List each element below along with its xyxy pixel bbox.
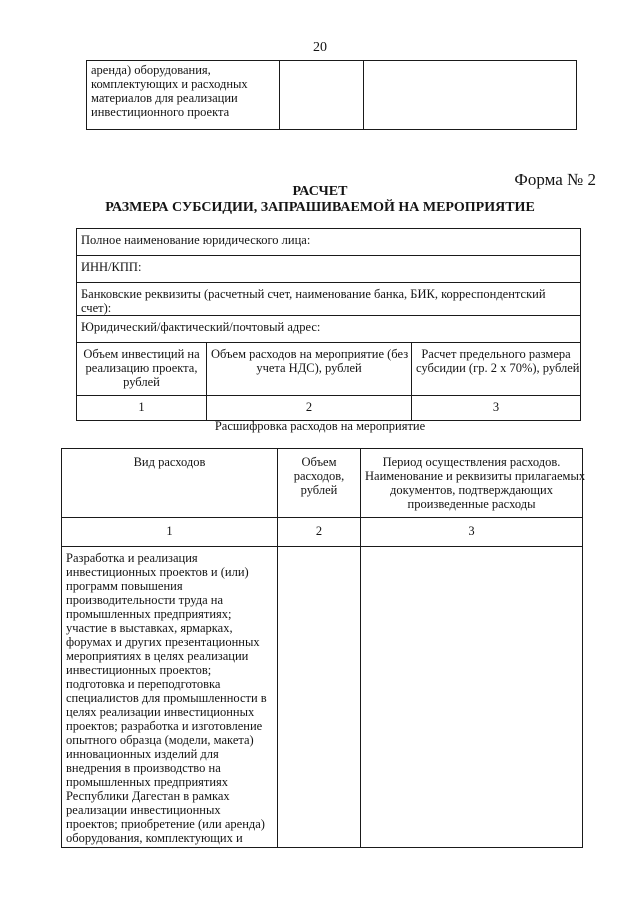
continuation-cell-3 [364,61,577,130]
text-line: аренда) оборудования, [91,63,211,77]
text-line: Объем расходов на мероприятие (без [211,347,409,361]
text-line: Республики Дагестан в рамках [66,789,230,803]
column-number: 1 [62,518,278,547]
column-header [62,449,278,518]
text-line: опытного образца (модели, макета) [66,733,254,747]
table-row [77,316,581,343]
text-line: специалистов для промышленности в [66,691,267,705]
continuation-cell-1 [87,61,280,130]
text-line: участие в выставках, ярмарках, [66,621,233,635]
expense-type-cell [62,547,278,848]
text-line: произведенные расходы [407,497,536,511]
column-header [207,343,412,396]
text-line: реализацию проекта, [85,361,198,375]
text-line: реализации инвестиционных [66,803,221,817]
column-number: 2 [278,518,361,547]
text-line: инвестиционного проекта [91,105,230,119]
table-row [77,256,581,283]
text-line: мероприятиях в целях реализации [66,649,249,663]
text-line: производительности труда на [66,593,224,607]
text-line: внедрения в производство на [66,761,221,775]
bank-details-field: Банковские реквизиты (расчетный счет, наименование банка, БИК, корреспондентский счет): [77,283,581,316]
text-line: Период осуществления расходов. [382,455,561,469]
text-line: подготовка и переподготовка [66,677,221,691]
form-number: Форма № 2 [514,170,596,189]
text-line: инвестиционных проектов и (или) [66,565,249,579]
legal-name-field: Полное наименование юридического лица: [77,229,581,256]
text-line: промышленных предприятиях [66,775,229,789]
text-line: инновационных изделий для [66,747,219,761]
form-title: РАСЧЕТ [292,184,348,199]
text-line: материалов для реализации [91,91,238,105]
table-row [62,547,583,848]
text-line: целях реализации инвестиционных [66,705,255,719]
column-number: 1 [77,396,207,421]
table-row [77,283,581,316]
table-row [87,61,577,130]
column-number: 2 [207,396,412,421]
table-row [77,229,581,256]
page-number: 20 [313,40,327,55]
text-line: расходов, [293,469,345,483]
expense-documents-cell [361,547,583,848]
expense-breakdown-table [61,448,586,848]
column-number: 3 [412,396,581,421]
column-header [412,343,581,396]
inn-kpp-field: ИНН/КПП: [77,256,581,283]
text-line: форумах и других презентационных [66,635,260,649]
text-line: проектов; приобретение (или аренда) [66,817,265,831]
text-line: Объем инвестиций на [83,347,200,361]
text-line: инвестиционных проектов; [66,663,212,677]
column-number-row [77,396,581,421]
table-header-row [62,449,583,518]
column-header [77,343,207,396]
text-line: Разработка и реализация [66,551,198,565]
column-number-row [62,518,583,547]
form-subtitle: РАЗМЕРА СУБСИДИИ, ЗАПРАШИВАЕМОЙ НА МЕРОПРИЯТИЕ [105,200,535,215]
text-line: учета НДС), рублей [256,361,362,375]
expense-amount-cell [278,547,361,848]
continuation-table [86,60,577,130]
text-line: рублей [300,483,338,497]
table-header-row [77,343,581,396]
text-line: документов, подтверждающих [390,483,553,497]
column-header [278,449,361,518]
text-line: проектов; разработка и изготовление [66,719,263,733]
text-line: комплектующих и расходных [91,77,248,91]
continuation-cell-2 [280,61,364,130]
text-line: Объем [301,455,337,469]
text-line: Расчет предельного размера [421,347,571,361]
column-header [361,449,586,518]
text-line: Наименование и реквизиты прилагаемых [365,469,586,483]
text-line: субсидии (гр. 2 x 70%), рублей [416,361,580,375]
address-field: Юридический/фактический/почтовый адрес: [77,316,581,343]
text-line: программ повышения [66,579,183,593]
column-number: 3 [361,518,583,547]
text-line: промышленных предприятиях; [66,607,232,621]
text-line: рублей [123,375,160,389]
text-line: Вид расходов [133,455,206,469]
subsidy-calc-table [76,228,581,421]
breakdown-caption: Расшифровка расходов на мероприятие [214,419,426,433]
text-line: оборудования, комплектующих и [66,831,243,845]
